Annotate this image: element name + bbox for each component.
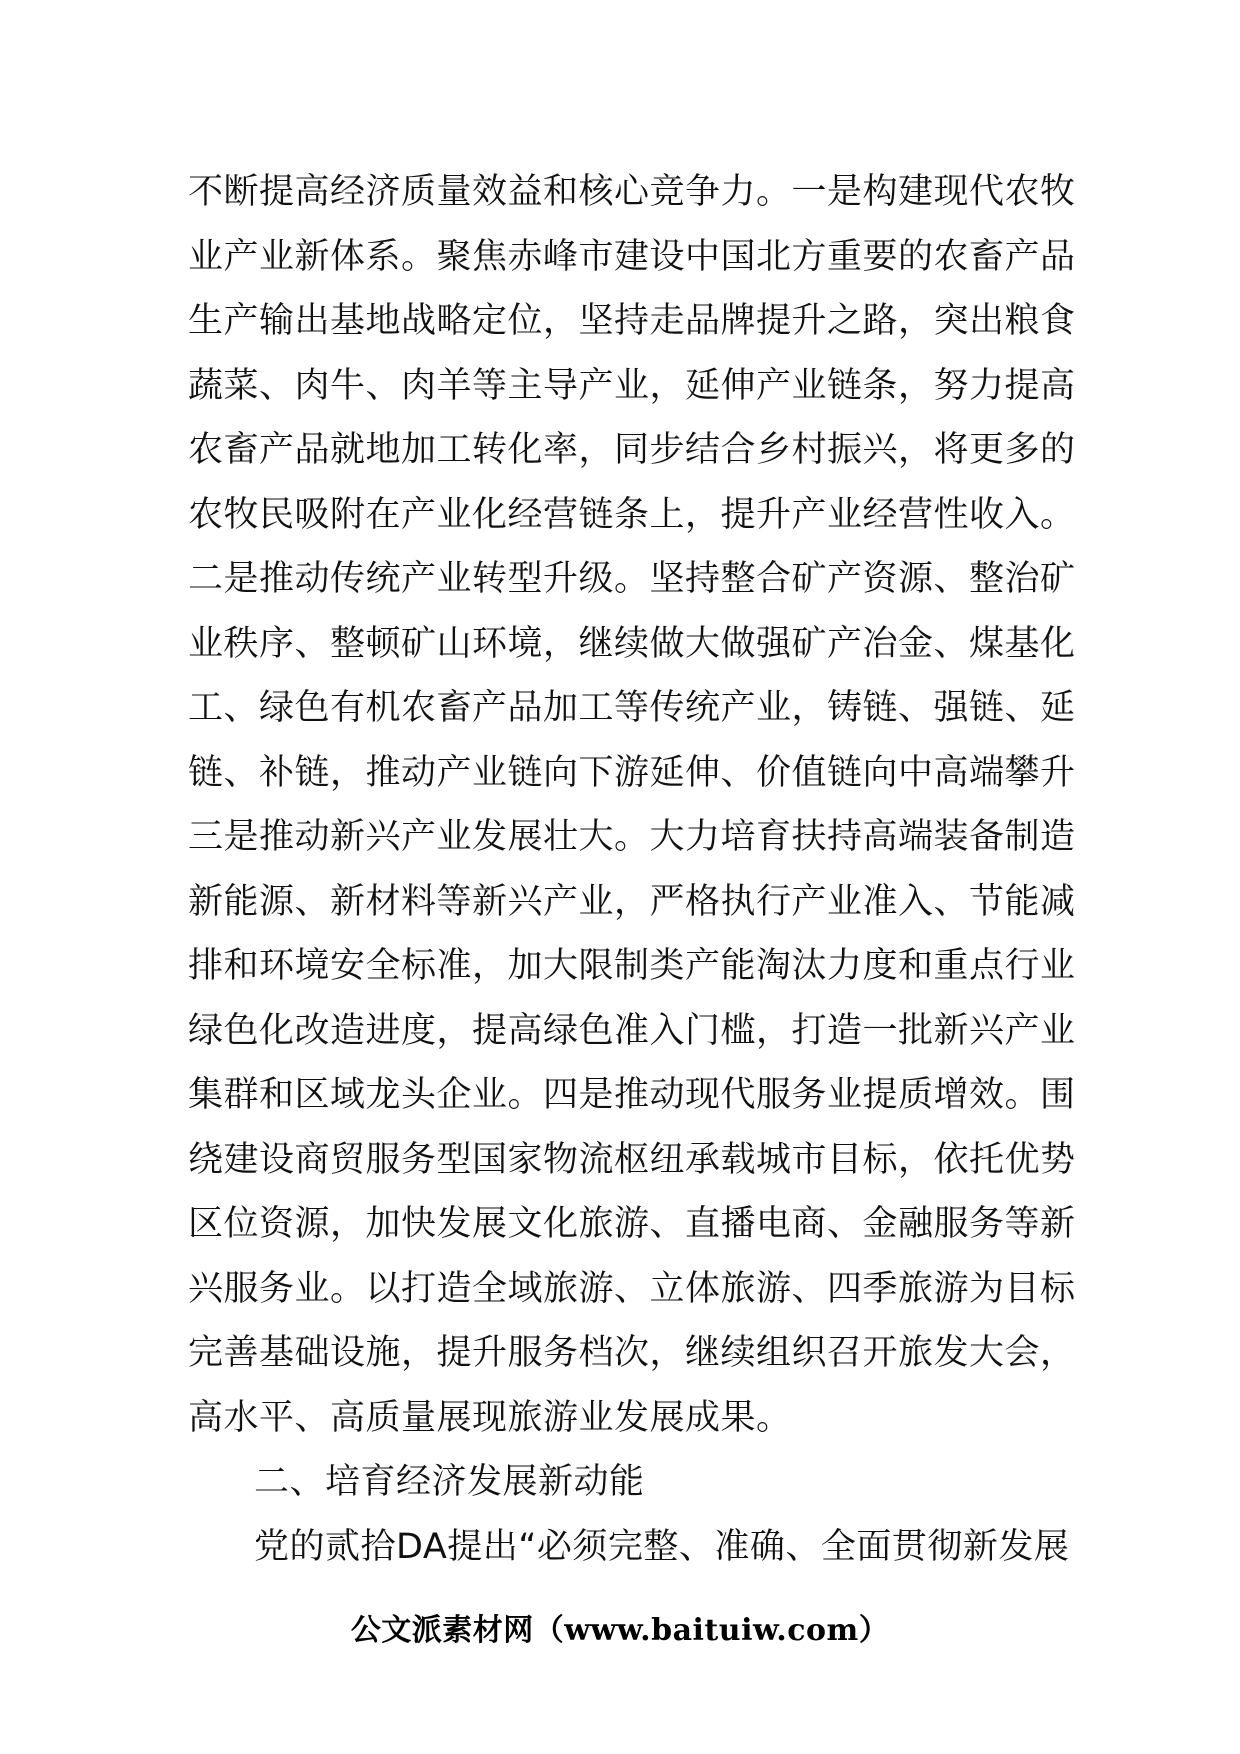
text-line: 农牧民吸附在产业化经营链条上，提升产业经营性收入。 bbox=[188, 494, 1076, 535]
text-line: 二是推动传统产业转型升级。坚持整合矿产资源、整治矿 bbox=[188, 559, 1076, 599]
text-line: 排和环境安全标准，加大限制类产能淘汰力度和重点行业 bbox=[188, 946, 1076, 986]
text-line: 业秩序、整顿矿山环境，继续做大做强矿产冶金、煤基化 bbox=[188, 623, 1076, 664]
text-line: 区位资源，加快发展文化旅游、直播电商、金融服务等新 bbox=[188, 1204, 1076, 1244]
text-line: 链、补链，推动产业链向下游延伸、价值链向中高端攀升 bbox=[188, 752, 1076, 793]
body-text bbox=[188, 160, 1076, 1579]
text-line: 新能源、新材料等新兴产业，严格执行产业准入、节能减 bbox=[188, 881, 1076, 922]
text-line: 三是推动新兴产业发展壮大。大力培育扶持高端装备制造 bbox=[188, 817, 1076, 857]
paragraph-start-line: 党的贰拾DA提出“必须完整、准确、全面贯彻新发展 bbox=[254, 1526, 1070, 1567]
text-line: 工、绿色有机农畜产品加工等传统产业，铸链、强链、延 bbox=[188, 688, 1076, 728]
section-heading: 二、培育经济发展新动能 bbox=[254, 1462, 645, 1502]
text-line: 农畜产品就地加工转化率，同步结合乡村振兴，将更多的 bbox=[188, 430, 1076, 470]
text-line: 集群和区域龙头企业。四是推动现代服务业提质增效。围 bbox=[188, 1075, 1076, 1115]
text-line: 生产输出基地战略定位，坚持走品牌提升之路，突出粮食 bbox=[188, 301, 1076, 341]
text-line: 高水平、高质量展现旅游业发展成果。 bbox=[188, 1397, 792, 1438]
text-line: 绕建设商贸服务型国家物流枢纽承载城市目标，依托优势 bbox=[188, 1139, 1076, 1180]
watermark-footer: 公文派素材网（www.baituiw.com） bbox=[350, 1613, 890, 1648]
text-line: 完善基础设施，提升服务档次，继续组织召开旅发大会， bbox=[188, 1333, 1076, 1373]
text-line: 蔬菜、肉牛、肉羊等主导产业，延伸产业链条，努力提高 bbox=[188, 365, 1076, 406]
text-line: 绿色化改造进度，提高绿色准入门槛，打造一批新兴产业 bbox=[188, 1010, 1076, 1051]
text-line: 兴服务业。以打造全域旅游、立体旅游、四季旅游为目标 bbox=[188, 1268, 1076, 1309]
text-line: 业产业新体系。聚焦赤峰市建设中国北方重要的农畜产品 bbox=[188, 236, 1076, 277]
text-line: 不断提高经济质量效益和核心竞争力。一是构建现代农牧 bbox=[188, 172, 1076, 212]
